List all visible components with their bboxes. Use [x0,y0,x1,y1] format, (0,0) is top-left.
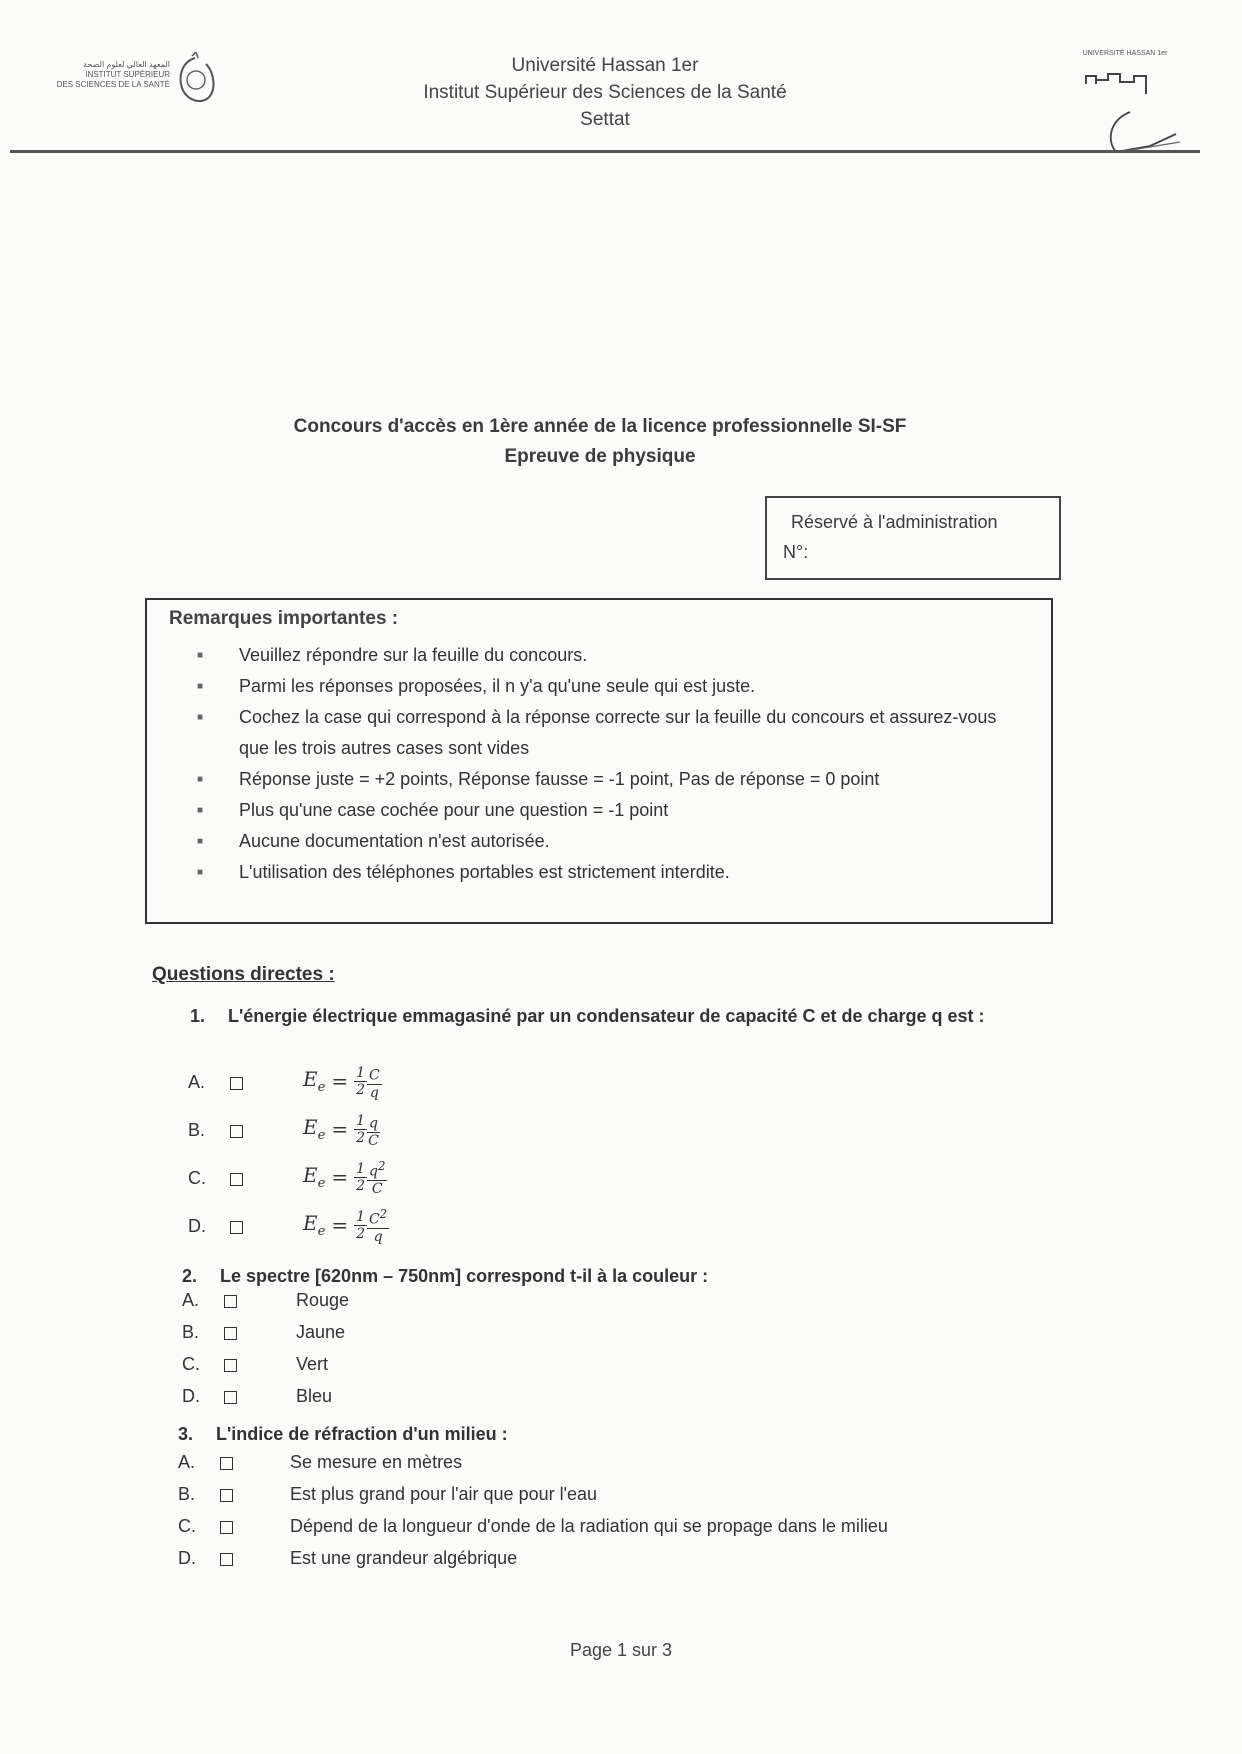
numerator-exponent: 2 [377,1159,386,1173]
remark-item [197,826,1027,857]
answer-checkbox[interactable] [224,1391,237,1404]
answer-checkbox[interactable] [220,1521,233,1534]
remark-item [197,671,1027,702]
admin-label: Réservé à l'administration [791,512,998,532]
q2-option-a [182,1290,682,1322]
option-letter: A. [178,1452,196,1472]
remark-item [197,640,1027,671]
formula-lhs [303,1067,325,1095]
option-text: Est une grandeur algébrique [290,1548,518,1568]
question-text: L'énergie électrique emmagasiné par un condensateur de capacité C et de charge q est : [228,1006,985,1026]
bullet-icon: ■ [197,650,204,661]
option-letter: D. [188,1216,206,1236]
q3-option-b [178,1484,1078,1516]
numerator-symbol: q [369,1163,378,1180]
formula-fraction [367,1158,387,1197]
formula-symbol: E [303,1163,318,1188]
denominator [368,1133,379,1149]
bullet-icon: ■ [197,681,204,692]
option-text: Est plus grand pour l'air que pour l'eau [290,1484,598,1504]
answer-checkbox[interactable] [220,1489,233,1502]
logo-line: DES SCIENCES DE LA SANTÉ [56,80,170,89]
formula-lhs [303,1211,325,1239]
exam-title-line2: Epreuve de physique [504,446,696,467]
numerator-symbol: q [369,1115,378,1132]
coef-denominator: 2 [356,1225,365,1242]
denominator-symbol: C [368,1132,379,1149]
header-institution [380,52,830,133]
q1-option-b [188,1112,588,1152]
denominator [372,1181,383,1197]
numerator-symbol: C [369,1067,380,1084]
option-text: Se mesure en mètres [290,1452,463,1472]
page-number: Page 1 sur 3 [569,1640,673,1660]
formula-subscript: e [317,1224,326,1240]
option-letter: A. [188,1072,206,1092]
numerator [367,1062,382,1085]
question-text: Le spectre [620nm – 750nm] correspond t-il à la couleur : [220,1266,709,1286]
numerator [367,1206,389,1229]
logo-line: المعهد العالي لعلوم الصحة [83,60,170,69]
questions-heading: Questions directes : [152,964,335,985]
formula-symbol: E [303,1067,318,1092]
remarks-list [197,640,1027,888]
option-letter: A. [182,1290,200,1310]
formula-coef [354,1065,367,1098]
university-emblem-icon [1080,62,1190,162]
option-letter: C. [188,1168,206,1188]
admin-number-label: N°: [783,542,809,562]
option-letter: B. [178,1484,196,1504]
formula-symbol: E [303,1115,318,1140]
question-3 [178,1420,1038,1448]
coef-denominator: 2 [356,1129,365,1146]
remark-item [197,795,1027,826]
numerator [367,1158,387,1181]
equals-sign: = [331,1117,349,1142]
q2-option-c [182,1354,682,1386]
option-letter: B. [182,1322,200,1342]
institute-seal-icon [172,52,218,112]
equals-sign: = [331,1069,349,1094]
university-name: Université Hassan 1er [511,55,699,76]
option-text: Rouge [296,1290,350,1310]
bullet-icon: ■ [197,805,204,816]
header-divider [10,150,1200,153]
university-logo [1050,50,1200,160]
equals-sign: = [331,1213,349,1238]
institute-name: Institut Supérieur des Sciences de la Santé [423,82,787,103]
answer-checkbox[interactable] [230,1125,243,1138]
denominator-symbol: C [371,1180,383,1197]
coef-numerator: 1 [356,1064,365,1081]
formula-coef [354,1209,367,1242]
answer-checkbox[interactable] [224,1359,237,1372]
university-logo-text: UNIVERSITÉ HASSAN 1er [1082,50,1168,57]
numerator [367,1110,380,1133]
remark-text: Plus qu'une case cochée pour une question = -1 point [239,800,669,820]
q1-option-a [188,1064,588,1104]
option-letter: C. [182,1354,200,1374]
option-letter: B. [188,1120,206,1140]
coef-numerator: 1 [356,1208,365,1225]
question-text: L'indice de réfraction d'un milieu : [216,1424,508,1444]
bullet-icon: ■ [197,836,204,847]
answer-checkbox[interactable] [220,1553,233,1566]
option-letter: C. [178,1516,196,1536]
energy-formula [303,1206,389,1245]
bullet-icon: ■ [197,774,204,785]
question-number: 2. [182,1266,198,1286]
question-1 [190,1002,1050,1030]
question-number: 1. [190,1006,206,1026]
formula-fraction [367,1206,389,1245]
formula-symbol: E [303,1211,318,1236]
denominator [370,1085,379,1101]
q3-option-d [178,1548,1078,1580]
remark-text: Veuillez répondre sur la feuille du concours. [239,645,588,665]
remark-text: L'utilisation des téléphones portables est strictement interdite. [239,862,730,882]
institute-logo [40,52,220,122]
q1-option-d [188,1207,588,1248]
remark-item [197,702,1027,764]
coef-numerator: 1 [356,1112,365,1129]
formula-subscript: e [317,1080,326,1096]
numerator-exponent: 2 [379,1207,388,1221]
energy-formula [303,1158,387,1197]
q3-option-c [178,1516,1078,1548]
formula-subscript: e [317,1176,326,1192]
denominator-symbol: q [369,1084,379,1101]
formula-coef [354,1113,367,1146]
formula-lhs [303,1163,325,1191]
bullet-icon: ■ [197,712,204,723]
q3-option-a [178,1452,1078,1484]
coef-denominator: 2 [356,1081,365,1098]
admin-reserved-box [765,496,1061,580]
coef-denominator: 2 [356,1177,365,1194]
q2-option-d [182,1386,682,1418]
answer-checkbox[interactable] [230,1173,243,1186]
exam-title [200,412,1000,472]
remark-text: Cochez la case qui correspond à la réponse correcte sur la feuille du concours et assurez-vous que les trois autres cases sont vides [239,707,997,758]
option-text: Vert [296,1354,329,1374]
formula-fraction [367,1110,380,1149]
answer-checkbox[interactable] [230,1221,243,1234]
option-text: Dépend de la longueur d'onde de la radiation qui se propage dans le milieu [290,1516,888,1536]
q2-option-b [182,1322,682,1354]
question-number: 3. [178,1424,194,1444]
equals-sign: = [331,1165,349,1190]
question-2 [182,1262,1042,1290]
energy-formula [303,1110,380,1149]
formula-coef [354,1161,367,1194]
remark-text: Parmi les réponses proposées, il n y'a qu'une seule qui est juste. [239,676,756,696]
energy-formula [303,1062,382,1101]
remarks-box [145,598,1053,924]
remark-item [197,764,1027,795]
numerator-symbol: C [369,1211,380,1228]
answer-checkbox[interactable] [230,1077,243,1090]
option-text: Bleu [296,1386,333,1406]
answer-checkbox[interactable] [220,1457,233,1470]
remarks-title: Remarques importantes : [169,608,399,629]
q1-option-c [188,1159,588,1200]
formula-fraction [367,1062,382,1101]
logo-line: INSTITUT SUPÉRIEUR [85,70,170,79]
option-letter: D. [182,1386,200,1406]
answer-checkbox[interactable] [224,1295,237,1308]
option-text: Jaune [296,1322,346,1342]
remark-text: Réponse juste = +2 points, Réponse fausse = -1 point, Pas de réponse = 0 point [239,769,880,789]
city-name: Settat [580,109,630,130]
institute-logo-text [40,60,170,90]
option-letter: D. [178,1548,196,1568]
denominator [374,1229,383,1245]
denominator-symbol: q [373,1228,383,1245]
answer-checkbox[interactable] [224,1327,237,1340]
exam-title-line1: Concours d'accès en 1ère année de la licence professionnelle SI-SF [293,416,907,437]
formula-lhs [303,1115,325,1143]
remark-text: Aucune documentation n'est autorisée. [239,831,550,851]
coef-numerator: 1 [356,1160,365,1177]
remark-item [197,857,1027,888]
bullet-icon: ■ [197,867,204,878]
formula-subscript: e [317,1128,326,1144]
